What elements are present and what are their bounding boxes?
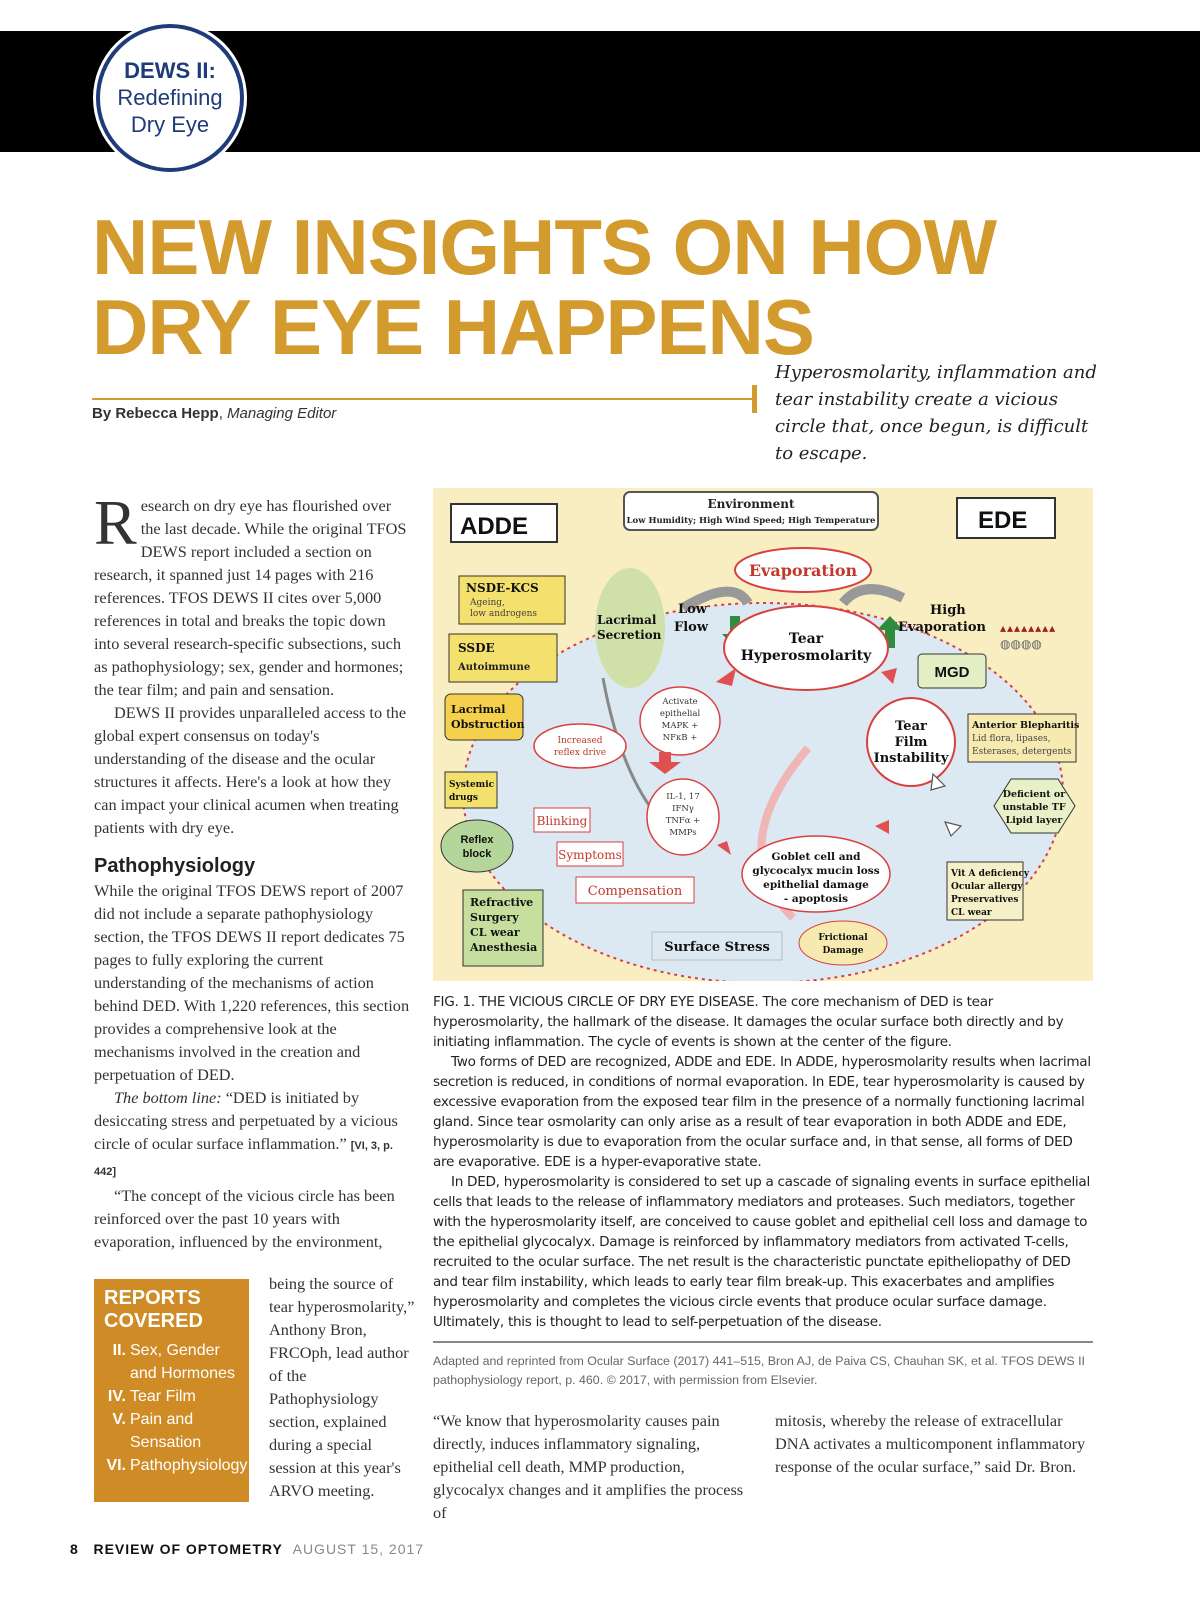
intro-paragraph-2: DEWS II provides unparalleled access to the global expert consensus on today's understanding of the disease and the ocular structures it affects. Here's a look at how they can impact your clinical acumen when treating patients with dry eye.	[94, 703, 407, 837]
page-number: 8	[70, 1541, 79, 1557]
vita-4: CL wear	[951, 908, 992, 918]
body-column-3: mitosis, whereby the release of extracellular DNA activates a multicomponent inflammatory response of the ocular surface,” said Dr. Bron.	[775, 1411, 1086, 1476]
vicious-circle-figure	[433, 488, 1093, 981]
citation: [VI, 3, p. 442]	[94, 1140, 393, 1178]
anterior-2: Lid flora, lipases,	[972, 734, 1051, 744]
vita-3: Preservatives	[951, 895, 1019, 905]
reflex-1: Reflex	[460, 834, 494, 846]
il-3: TNFα +	[665, 816, 701, 826]
il-1: IL-1, 17	[666, 792, 700, 802]
environment-title: Environment	[707, 497, 795, 511]
goblet-4: - apoptosis	[783, 893, 849, 905]
reports-covered-box	[94, 1279, 249, 1502]
byline	[92, 405, 336, 422]
lacrimal-obstruction-box	[445, 694, 523, 740]
systemic-2: drugs	[449, 793, 478, 803]
report-item	[104, 1385, 239, 1408]
tfi-2: Film	[894, 735, 928, 750]
figure-caption	[433, 992, 1096, 1332]
report-item	[104, 1454, 248, 1477]
patho-paragraph-1: While the original TFOS DEWS report of 2007 did not include a separate pathophysiology section, the TFOS DEWS II report dedicates 75 pages to fully exploring the current understanding of the mechanisms of action behind DED. With 1,220 references, this section provides a comprehensive look at the mechanisms involved in the creation and perpetuation of DED.	[94, 881, 410, 1084]
nsde-sub-1: Ageing,	[470, 598, 505, 608]
reports-heading: REPORTS COVERED	[104, 1287, 203, 1332]
section-heading-pathophysiology: Pathophysiology	[94, 855, 256, 877]
increased-2: reflex drive	[553, 748, 607, 758]
badge-line-3: Dry Eye	[130, 112, 210, 137]
symptoms-label: Symptoms	[558, 848, 622, 862]
refractive-2: Surgery	[470, 911, 519, 924]
frictional-1: Frictional	[818, 933, 868, 943]
caption-lead: FIG. 1. THE VICIOUS CIRCLE OF DRY EYE DISEASE.	[433, 994, 759, 1010]
byline-role: Managing Editor	[227, 405, 337, 422]
patho-paragraph-3-continued: being the source of tear hyperosmolarity,” Anthony Bron, FRCOph, lead author of the Pathophysiology section, explained during a special session at this year's ARVO meeting.	[269, 1274, 415, 1500]
nsde-label: NSDE-KCS	[466, 581, 539, 595]
bottom-line-quote: “DED is initiated by desiccating stress and perpetuated by a vicious circle of ocular surface inflammation.”	[94, 1088, 398, 1153]
deficient-2: unstable TF	[1002, 802, 1066, 813]
magazine-name: REVIEW OF OPTOMETRY	[93, 1541, 283, 1557]
tear-hyper-1: Tear	[788, 631, 824, 647]
tfi-1: Tear	[895, 719, 927, 734]
badge-line-2: Redefining	[117, 85, 223, 110]
patho-paragraph-3: “The concept of the vicious circle has been reinforced over the past 10 years with evaporation, influenced by the environment,	[94, 1186, 395, 1251]
compensation-label: Compensation	[587, 884, 683, 899]
byline-sep: ,	[218, 405, 228, 422]
caption-paragraph-1	[433, 992, 1096, 1052]
il-2: IFNγ	[672, 804, 694, 814]
badge-line-1: DEWS II:	[124, 58, 216, 83]
activate-2: epithelial	[659, 709, 701, 719]
caption-rule	[433, 1341, 1093, 1343]
drop-cap: R	[94, 487, 137, 558]
nsde-sub-2: low androgens	[470, 609, 538, 619]
byline-rule-tick	[752, 385, 757, 413]
reflex-block-ellipse	[441, 820, 513, 872]
intro-paragraph-1-text: esearch on dry eye has flourished over the last decade. While the original TFOS DEWS report included a section on research, it spanned just 14 pages with 216 references. TFOS DEWS II cites over 5,000 references in total and breaks the topic down into several research-specific subsections, such as pathophysiology; sex, gender and hormones; the tear film; and pain and sensation.	[94, 496, 407, 699]
il-4: MMPs	[669, 828, 697, 838]
tfi-3: Instability	[873, 751, 949, 766]
eyelash-decoration: ▴▴▴▴▴▴▴▴	[1000, 621, 1057, 635]
caption-paragraph-3: In DED, hyperosmolarity is considered to set up a cascade of signaling events in surface epithelial cells that leads to the release of inflammatory mediators and proteases. Such mediators, together with the hyperosmolarity itself, are conceived to cause goblet and epithelial cell loss and damage to the epithelial glycocalyx. Damage is reinforced by inflammatory mediators from activated T-cells, recruited to the ocular surface. The net result is the characteristic punctate epitheliopathy of DED and tear film instability, which leads to early tear film break-up. This exacerbates and amplifies hyperosmolarity and completes the vicious circle events that produce ocular surface damage. Ultimately, this is thought to lead to self-perpetuation of the disease.	[433, 1174, 1090, 1330]
high-evap-2: Evaporation	[898, 620, 986, 635]
refractive-1: Refractive	[470, 896, 534, 909]
report-number: V.	[112, 1411, 126, 1428]
page-footer	[70, 1541, 424, 1557]
body-column-1	[94, 487, 412, 1253]
byline-rule	[92, 398, 752, 400]
figure-diagram	[433, 488, 1093, 981]
report-label: Sex, Gender and Hormones	[130, 1342, 235, 1382]
ede-label: EDE	[978, 507, 1028, 534]
vita-2: Ocular allergy	[951, 882, 1023, 892]
lacrimal-secretion-1: Lacrimal	[597, 613, 657, 627]
lacrimal-secretion-2: Secretion	[597, 628, 662, 642]
issue-date: AUGUST 15, 2017	[292, 1541, 425, 1557]
lacrimal-obstruction-2: Obstruction	[451, 718, 525, 731]
evaporation-label: Evaporation	[748, 561, 858, 580]
goblet-2: glycocalyx mucin loss	[752, 865, 880, 877]
report-number: VI.	[106, 1457, 126, 1474]
surface-stress-label: Surface Stress	[664, 940, 770, 955]
reflex-2: block	[462, 848, 492, 860]
activate-1: Activate	[662, 697, 698, 707]
deficient-1: Deficient or	[1002, 789, 1066, 800]
increased-reflex-ellipse	[534, 724, 626, 768]
high-evap-1: High	[930, 603, 966, 618]
vita-1: Vit A deficiency	[951, 869, 1030, 879]
gland-decoration: ◍◍◍◍	[1000, 637, 1042, 651]
goblet-3: epithelial damage	[763, 879, 869, 891]
mgd-label: MGD	[934, 664, 970, 681]
report-item	[104, 1408, 239, 1454]
activate-4: NFκB +	[662, 733, 698, 743]
report-number: IV.	[107, 1388, 126, 1405]
caption-p1: The core mechanism of DED is tear hyperosmolarity, the hallmark of the disease. It damages the ocular surface both directly and by initiating inflammation. The cycle of events is shown at the center of the figure.	[433, 994, 1064, 1050]
deck: Hyperosmolarity, inflammation and tear instability create a vicious circle that, once begun, is difficult to escape.	[775, 362, 1097, 464]
report-label: Tear Film	[130, 1388, 196, 1405]
anterior-3: Esterases, detergents	[972, 747, 1072, 757]
frictional-2: Damage	[822, 946, 864, 956]
deficient-3: Lipid layer	[1005, 815, 1063, 826]
environment-subtitle: Low Humidity; High Wind Speed; High Temperature	[626, 516, 876, 526]
tear-hyper-2: Hyperosmolarity	[740, 648, 872, 664]
goblet-1: Goblet cell and	[771, 851, 861, 863]
ssde-sub: Autoimmune	[458, 662, 531, 673]
activate-3: MAPK +	[661, 721, 699, 731]
figure-credit: Adapted and reprinted from Ocular Surface (2017) 441–515, Bron AJ, de Paiva CS, Chauhan SK, et al. TFOS DEWS II pathophysiology report, p. 460. © 2017, with permission from Elsevier.	[433, 1354, 1086, 1387]
patho-paragraph-2	[94, 1086, 412, 1184]
byline-by-prefix: By	[92, 405, 116, 422]
report-item	[104, 1339, 239, 1385]
blinking-label: Blinking	[536, 814, 588, 828]
increased-1: Increased	[557, 736, 603, 746]
body-column-2: “We know that hyperosmolarity causes pain directly, induces inflammatory signaling, epithelial cell death, MMP production, glycocalyx changes and it amplifies the process of	[433, 1411, 744, 1522]
title-line-1: NEW INSIGHTS ON HOW	[92, 203, 996, 291]
refractive-3: CL wear	[470, 926, 520, 939]
evap-arrow-right	[843, 589, 903, 603]
ssde-label: SSDE	[458, 641, 495, 655]
byline-author: Rebecca Hepp	[115, 405, 219, 422]
section-badge	[96, 24, 244, 172]
intro-paragraph-1	[94, 487, 412, 701]
systemic-1: Systemic	[449, 780, 495, 790]
frictional-ellipse	[799, 921, 887, 965]
caption-paragraph-2: Two forms of DED are recognized, ADDE and EDE. In ADDE, hyperosmolarity results when lacrimal secretion is reduced, in conditions of normal evaporation. In EDE, tear hyperosmolarity is caused by excessive evaporation from the exposed tear film in the presence of a normally functioning lacrimal gland. Since tear osmolarity can only arise as a result of tear evaporation in both ADDE and EDE, hyperosmolarity is due to evaporation from the ocular surface and, in that sense, all forms of DED are evaporative. EDE is a hyper-evaporative state.	[433, 1054, 1091, 1170]
report-number: II.	[112, 1342, 126, 1359]
report-label: Pain and Sensation	[130, 1411, 202, 1451]
bottom-line-label: The bottom line:	[114, 1088, 222, 1107]
refractive-4: Anesthesia	[470, 941, 538, 954]
low-flow-2: Flow	[674, 620, 709, 635]
page-title	[92, 203, 996, 371]
report-label: Pathophysiology	[130, 1457, 248, 1474]
lacrimal-obstruction-1: Lacrimal	[451, 703, 506, 716]
low-flow-1: Low	[678, 602, 708, 617]
title-line-2: DRY EYE HAPPENS	[92, 283, 814, 371]
anterior-1: Anterior Blepharitis	[972, 720, 1080, 731]
adde-label: ADDE	[460, 513, 529, 540]
